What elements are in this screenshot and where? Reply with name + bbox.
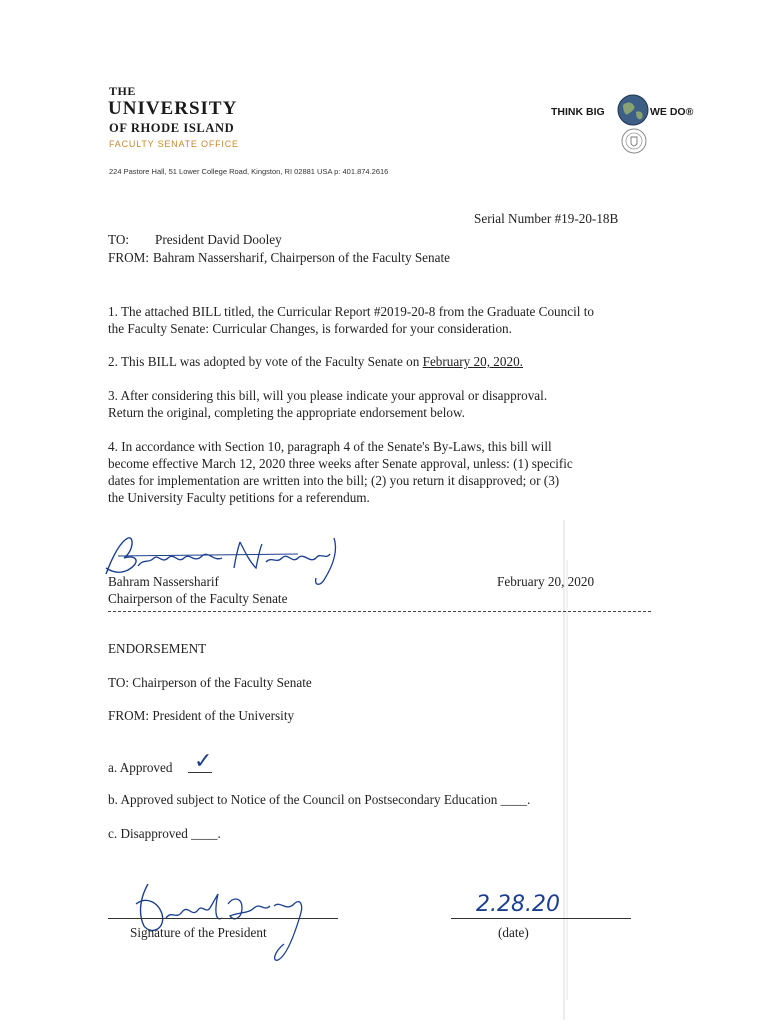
adoption-date: February 20, 2020. (422, 354, 523, 369)
globe-logo-icon (617, 94, 649, 126)
endorsement-from: FROM: President of the University (108, 708, 295, 723)
president-signature-caption: Signature of the President (130, 925, 267, 940)
endorsement-date-value: 2.28.20 (476, 892, 560, 917)
slogan-think-big: THINK BIG (551, 106, 605, 118)
chairperson-name: Bahram Nassersharif (108, 574, 219, 589)
letterhead-office: FACULTY SENATE OFFICE (109, 139, 239, 149)
paragraph-2-text: 2. This BILL was adopted by vote of the Faculty Senate on (108, 354, 423, 369)
divider (108, 611, 651, 612)
letterhead-university: UNIVERSITY (108, 98, 238, 119)
paragraph-1-line-1: 1. The attached BILL titled, the Curricular Report #2019-20-8 from the Graduate Council to (108, 304, 594, 319)
paragraph-2 (108, 353, 523, 370)
memo-to-value: President David Dooley (155, 232, 282, 247)
paragraph-4-line-4: the University Faculty petitions for a referendum. (108, 490, 370, 505)
option-approved-subject-label: b. Approved subject to Notice of the Council on Postsecondary Education (108, 792, 501, 807)
endorsement-heading: ENDORSEMENT (108, 641, 207, 656)
option-disapproved-label: c. Disapproved (108, 826, 192, 841)
chairperson-title: Chairperson of the Faculty Senate (108, 591, 288, 606)
option-approved-subject-blank: ____. (500, 792, 531, 807)
letterhead-the: THE (109, 84, 136, 98)
letterhead-of-rhode-island: OF RHODE ISLAND (109, 121, 235, 135)
option-disapproved (108, 825, 221, 842)
option-approved-label: a. Approved (108, 760, 173, 775)
president-signature (118, 874, 328, 964)
letterhead-address: 224 Pastore Hall, 51 Lower College Road, Kingston, RI 02881 USA p: 401.874.2616 (109, 167, 389, 176)
paragraph-4-line-3: dates for implementation are written into the bill; (2) you return it disapproved; or (3) (108, 473, 560, 488)
president-signature-line (108, 918, 338, 919)
memo-to-label: TO: (108, 232, 130, 247)
date-line (451, 918, 631, 919)
memo-from-label: FROM: (108, 250, 150, 265)
date-caption: (date) (498, 925, 529, 940)
paragraph-1-line-2: the Faculty Senate: Curricular Changes, is forwarded for your consideration. (108, 321, 512, 336)
university-seal-icon (621, 128, 647, 154)
paragraph-4-line-1: 4. In accordance with Section 10, paragraph 4 of the Senate's By-Laws, this bill will (108, 439, 552, 454)
option-approved (108, 759, 172, 776)
signature-date: February 20, 2020 (497, 574, 595, 589)
paragraph-3-line-1: 3. After considering this bill, will you please indicate your approval or disapproval. (108, 388, 548, 403)
paragraph-4-line-2: become effective March 12, 2020 three weeks after Senate approval, unless: (1) specific (108, 456, 573, 471)
slogan-we-do: WE DO® (650, 106, 694, 118)
memo-from-value: Bahram Nassersharif, Chairperson of the Faculty Senate (153, 250, 450, 265)
serial-number: Serial Number #19-20-18B (474, 211, 619, 226)
approved-checkmark: ✓ (194, 749, 213, 774)
paragraph-3-line-2: Return the original, completing the appropriate endorsement below. (108, 405, 465, 420)
endorsement-to: TO: Chairperson of the Faculty Senate (108, 675, 312, 690)
option-disapproved-blank: ____. (191, 826, 221, 841)
scan-artifact (560, 520, 570, 1020)
approved-blank (188, 772, 212, 773)
option-approved-subject (108, 791, 530, 808)
